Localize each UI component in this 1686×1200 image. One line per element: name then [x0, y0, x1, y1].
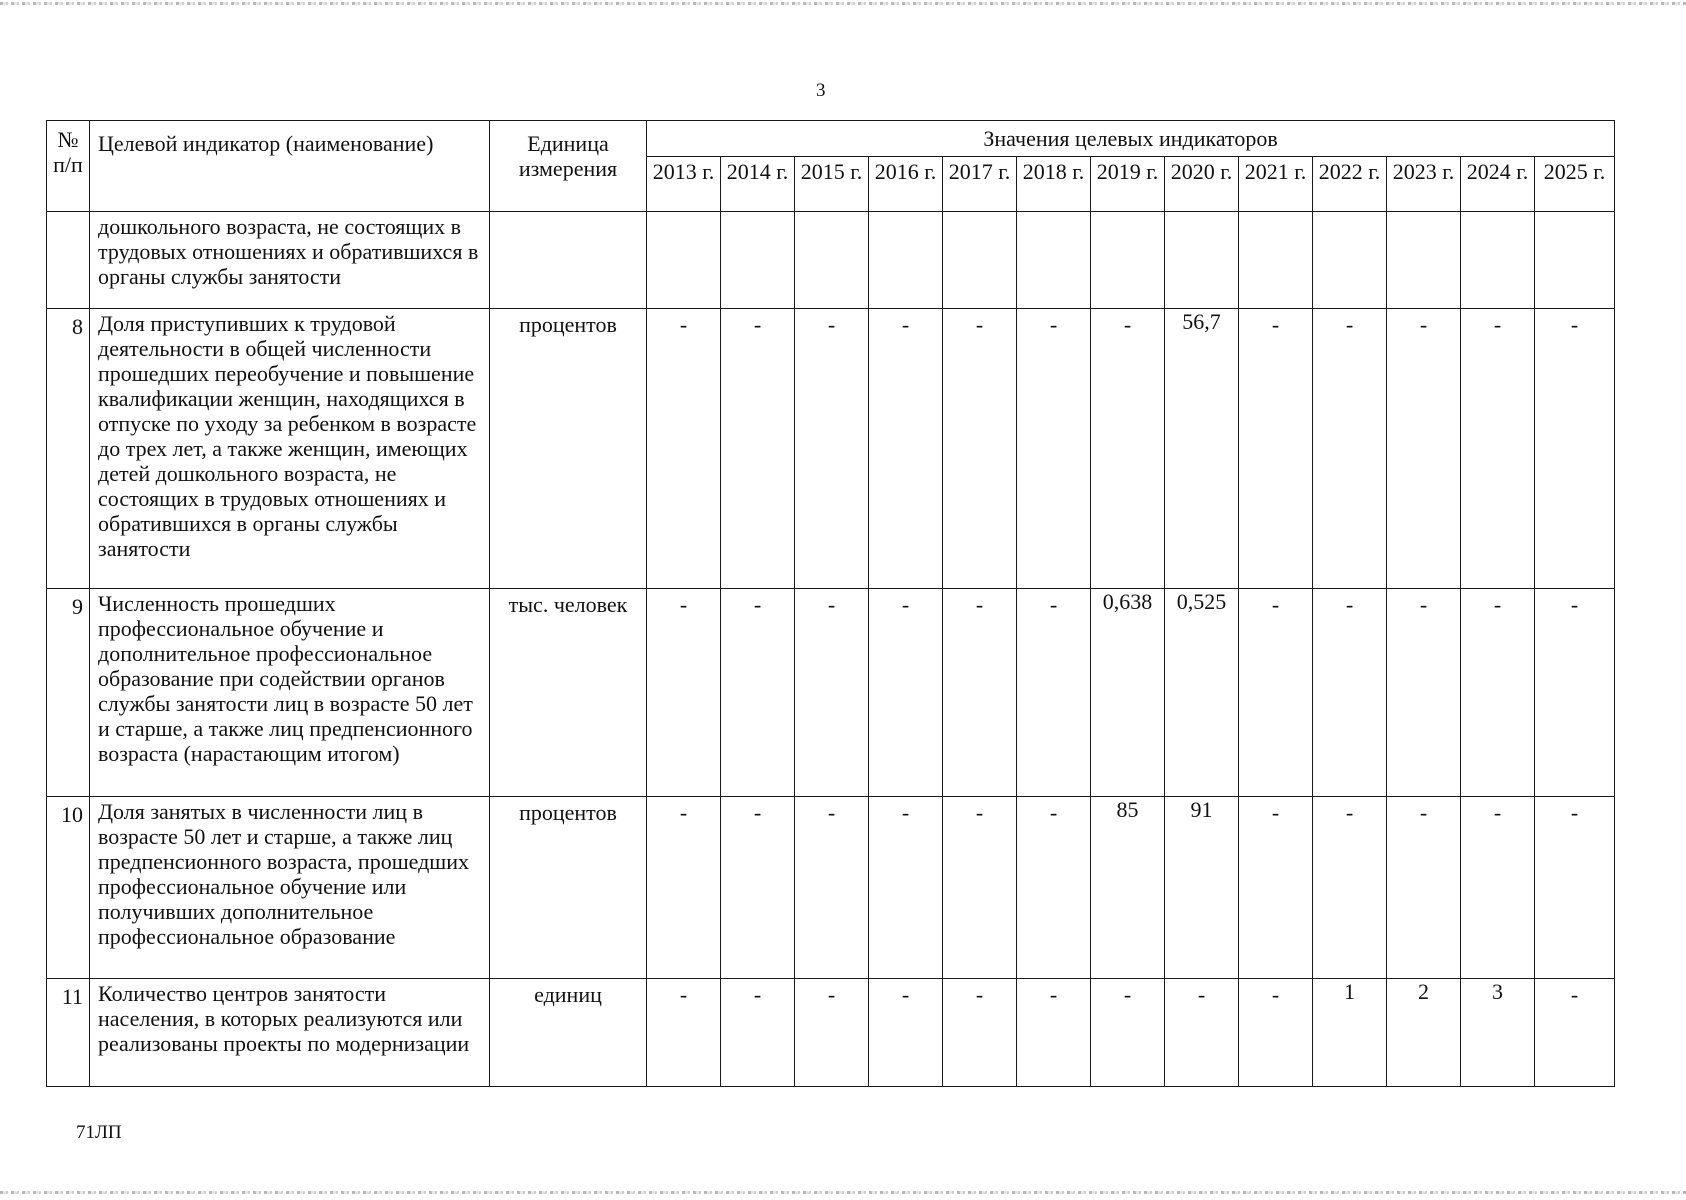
row-value	[721, 212, 795, 309]
row-unit	[490, 212, 647, 309]
row-value	[943, 212, 1017, 309]
row-value: -	[943, 797, 1017, 979]
row-name: Численность прошедших профессиональное обучение и дополнительное профессиональное образование при содействии органов службы занятости лиц в возрасте 50 лет и старше, а также лиц предпенсионного возраста (нарастающим итогом)	[90, 589, 490, 797]
row-value	[1091, 212, 1165, 309]
row-name: Количество центров занятости населения, в которых реализуются или реализованы проекты по модернизации	[90, 979, 490, 1087]
row-value: -	[1239, 797, 1313, 979]
row-value	[1461, 212, 1535, 309]
row-value: -	[1165, 979, 1239, 1087]
row-value: -	[943, 309, 1017, 589]
row-value: -	[795, 797, 869, 979]
row-value: -	[1239, 589, 1313, 797]
row-value: -	[1017, 797, 1091, 979]
header-year: 2023 г.	[1387, 157, 1461, 212]
footer-code: 71ЛП	[76, 1122, 122, 1143]
row-value: -	[869, 309, 943, 589]
row-value: -	[1017, 589, 1091, 797]
row-value: -	[1313, 309, 1387, 589]
row-value: -	[1535, 309, 1615, 589]
row-value: -	[1017, 309, 1091, 589]
header-year: 2020 г.	[1165, 157, 1239, 212]
row-value: -	[1091, 979, 1165, 1087]
row-value: -	[1239, 979, 1313, 1087]
row-num: 11	[47, 979, 90, 1087]
row-value: 0,525	[1165, 589, 1239, 797]
header-year: 2016 г.	[869, 157, 943, 212]
row-value: 2	[1387, 979, 1461, 1087]
row-num	[47, 212, 90, 309]
indicators-table	[46, 120, 1615, 1087]
row-value	[869, 212, 943, 309]
row-value: -	[795, 589, 869, 797]
row-value: -	[1387, 589, 1461, 797]
row-value: -	[647, 589, 721, 797]
row-value: -	[1387, 797, 1461, 979]
header-name: Целевой индикатор (наименование)	[90, 121, 490, 212]
header-unit: Единица измерения	[490, 121, 647, 212]
row-value	[1313, 212, 1387, 309]
row-value: -	[1535, 797, 1615, 979]
header-year: 2018 г.	[1017, 157, 1091, 212]
row-name: дошкольного возраста, не состоящих в трудовых отношениях и обратившихся в органы службы занятости	[90, 212, 490, 309]
header-year: 2014 г.	[721, 157, 795, 212]
row-value: -	[1461, 797, 1535, 979]
row-value: -	[1461, 589, 1535, 797]
table-row	[47, 797, 1615, 979]
header-values-group: Значения целевых индикаторов	[647, 121, 1615, 157]
row-value: -	[869, 979, 943, 1087]
row-value: 91	[1165, 797, 1239, 979]
table-row	[47, 589, 1615, 797]
row-value: -	[1313, 589, 1387, 797]
row-value: 56,7	[1165, 309, 1239, 589]
scan-edge-top	[0, 2, 1686, 5]
table-row	[47, 212, 1615, 309]
row-value: -	[795, 309, 869, 589]
row-value	[1165, 212, 1239, 309]
table-header	[47, 121, 1615, 212]
row-unit: тыс. человек	[490, 589, 647, 797]
row-value: -	[1017, 979, 1091, 1087]
row-num: 9	[47, 589, 90, 797]
row-value: -	[795, 979, 869, 1087]
row-value: 3	[1461, 979, 1535, 1087]
header-year: 2022 г.	[1313, 157, 1387, 212]
header-year: 2019 г.	[1091, 157, 1165, 212]
row-value	[1017, 212, 1091, 309]
header-year: 2024 г.	[1461, 157, 1535, 212]
row-value: -	[721, 589, 795, 797]
row-num: 8	[47, 309, 90, 589]
row-value: -	[869, 589, 943, 797]
row-value	[795, 212, 869, 309]
row-value: 85	[1091, 797, 1165, 979]
header-year: 2025 г.	[1535, 157, 1615, 212]
row-value: -	[647, 797, 721, 979]
row-value: -	[1387, 309, 1461, 589]
row-value	[1387, 212, 1461, 309]
row-value: -	[647, 309, 721, 589]
row-value: -	[943, 979, 1017, 1087]
header-year: 2021 г.	[1239, 157, 1313, 212]
row-value: -	[1313, 797, 1387, 979]
row-unit: процентов	[490, 797, 647, 979]
header-row-top	[47, 121, 1615, 157]
page-number: 3	[816, 80, 826, 101]
header-year: 2017 г.	[943, 157, 1017, 212]
row-num: 10	[47, 797, 90, 979]
header-num: № п/п	[47, 121, 90, 212]
row-name: Доля занятых в численности лиц в возрасте 50 лет и старше, а также лиц предпенсионного возраста, прошедших профессиональное обучение или получивших дополнительное профессиональное образование	[90, 797, 490, 979]
row-value: -	[721, 979, 795, 1087]
row-value: -	[1239, 309, 1313, 589]
row-value	[647, 212, 721, 309]
row-unit: единиц	[490, 979, 647, 1087]
row-value: 0,638	[1091, 589, 1165, 797]
row-value: 1	[1313, 979, 1387, 1087]
row-value	[1535, 212, 1615, 309]
row-value: -	[1091, 309, 1165, 589]
row-name: Доля приступивших к трудовой деятельности в общей численности прошедших переобучение и повышение квалификации женщин, находящихся в отпуске по уходу за ребенком в возрасте до трех лет, а также женщин, имеющих детей дошкольного возраста, не состоящих в трудовых отношениях и обратившихся в органы службы занятости	[90, 309, 490, 589]
header-year: 2015 г.	[795, 157, 869, 212]
row-value: -	[1535, 589, 1615, 797]
row-unit: процентов	[490, 309, 647, 589]
row-value: -	[721, 797, 795, 979]
row-value	[1239, 212, 1313, 309]
row-value: -	[1461, 309, 1535, 589]
row-value: -	[721, 309, 795, 589]
row-value: -	[647, 979, 721, 1087]
row-value: -	[943, 589, 1017, 797]
row-value: -	[1535, 979, 1615, 1087]
scan-edge-bottom	[0, 1191, 1686, 1194]
table-row	[47, 979, 1615, 1087]
row-value: -	[869, 797, 943, 979]
table-row	[47, 309, 1615, 589]
header-year: 2013 г.	[647, 157, 721, 212]
